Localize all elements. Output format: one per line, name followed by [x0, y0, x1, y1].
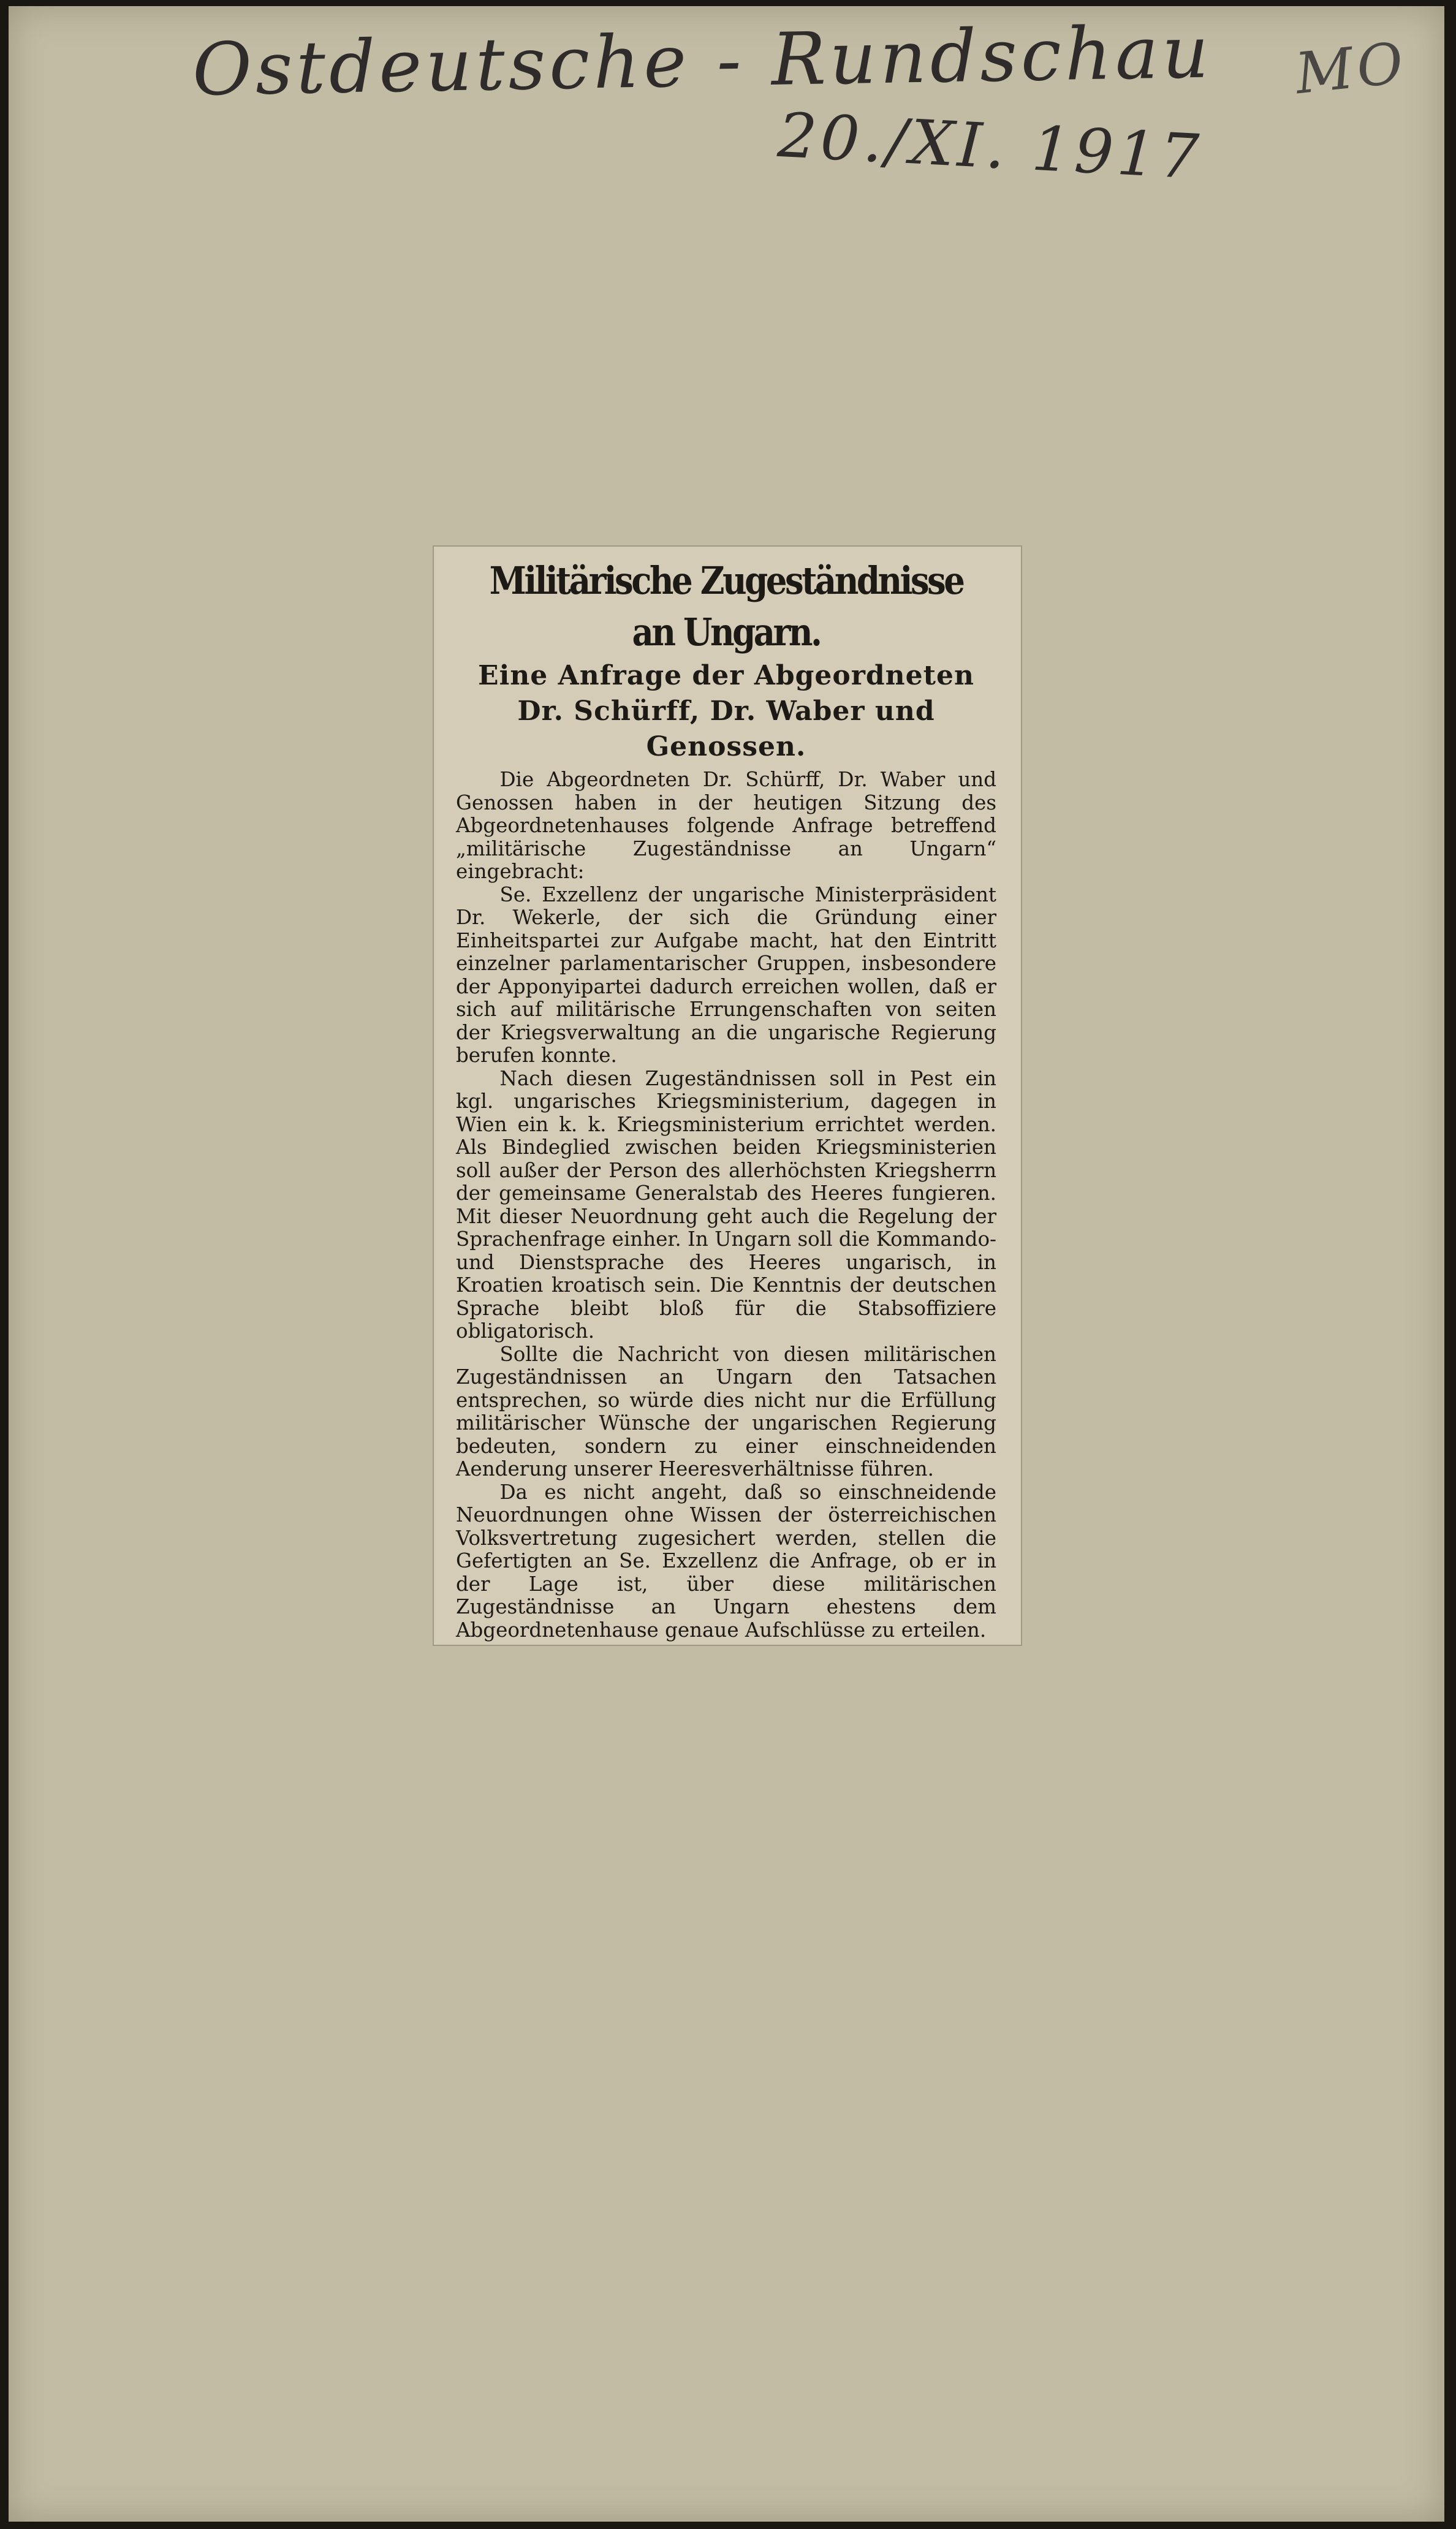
- article-paragraph: Se. Exzellenz der ungarische Ministerpräsident Dr. Wekerle, der sich die Gründung einer Einheitspartei zur Aufgabe macht, hat den Eintritt einzelner parlamentarischer Gruppen, insbesondere der Apponyipartei dadurch erreichen wollen, daß er sich auf militärische Errungenschaften von seiten der Kriegsverwaltung an die ungarische Regierung berufen konnte.: [456, 882, 996, 1067]
- handwritten-newspaper-name: Ostdeutsche - Rundschau: [191, 9, 1213, 112]
- article-paragraph: Nach diesen Zugeständnissen soll in Pest ein kgl. ungarisches Kriegsministerium, dagegen in Wien ein k. k. Kriegsministerium errichtet werden. Als Bindeglied zwischen beiden Kriegsministerien soll außer der Person des allerhöchsten Kriegsherrn der gemeinsame Generalstab des Heeres fungieren. Mit dieser Neuordnung geht auch die Regelung der Sprachenfrage einher. In Ungarn soll die Kommando- und Dienstsprache des Heeres ungarisch, in Kroatien kroatisch sein. Die Kenntnis der deutschen Sprache bleibt bloß für die Stabsoffiziere obligatorisch.: [456, 1066, 996, 1343]
- handwritten-archive-mark: MO: [1292, 29, 1410, 107]
- article-title: Militärische Zugeständnisse an Ungarn.: [489, 558, 963, 654]
- article-subtitle-line-2: Dr. Schürff, Dr. Waber und Genossen.: [517, 696, 935, 762]
- handwritten-date: 20./XI. 1917: [776, 99, 1205, 194]
- article-paragraph: Sollte die Nachricht von diesen militärischen Zugeständnissen an Ungarn den Tatsachen entsprechen, so würde dies nicht nur die Erfüllung militärischer Wünsche der ungarischen Regierung bedeuten, sondern zu einer einschneidenden Aenderung unserer Heeresverhältnisse führen.: [456, 1342, 996, 1481]
- archive-sheet: [9, 6, 1444, 2522]
- article-paragraph: Da es nicht angeht, daß so einschneidende Neuordnungen ohne Wissen der österreichischen Volksvertretung zugesichert werden, stellen die Gefertigten an Se. Exzellenz die Anfrage, ob er in der Lage ist, über diese militärischen Zugeständnisse an Ungarn ehestens dem Abgeordnetenhause genaue Aufschlüsse zu erteilen.: [456, 1480, 996, 1642]
- article-body: [456, 768, 996, 1642]
- newspaper-clipping: [434, 547, 1021, 1645]
- article-paragraph: Die Abgeordneten Dr. Schürff, Dr. Waber und Genossen haben in der heutigen Sitzung des Abgeordnetenhauses folgende Anfrage betreffend „militärische Zugeständnisse an Ungarn“ eingebracht:: [456, 768, 996, 883]
- article-subtitle-line-1: Eine Anfrage der Abgeordneten: [478, 660, 974, 691]
